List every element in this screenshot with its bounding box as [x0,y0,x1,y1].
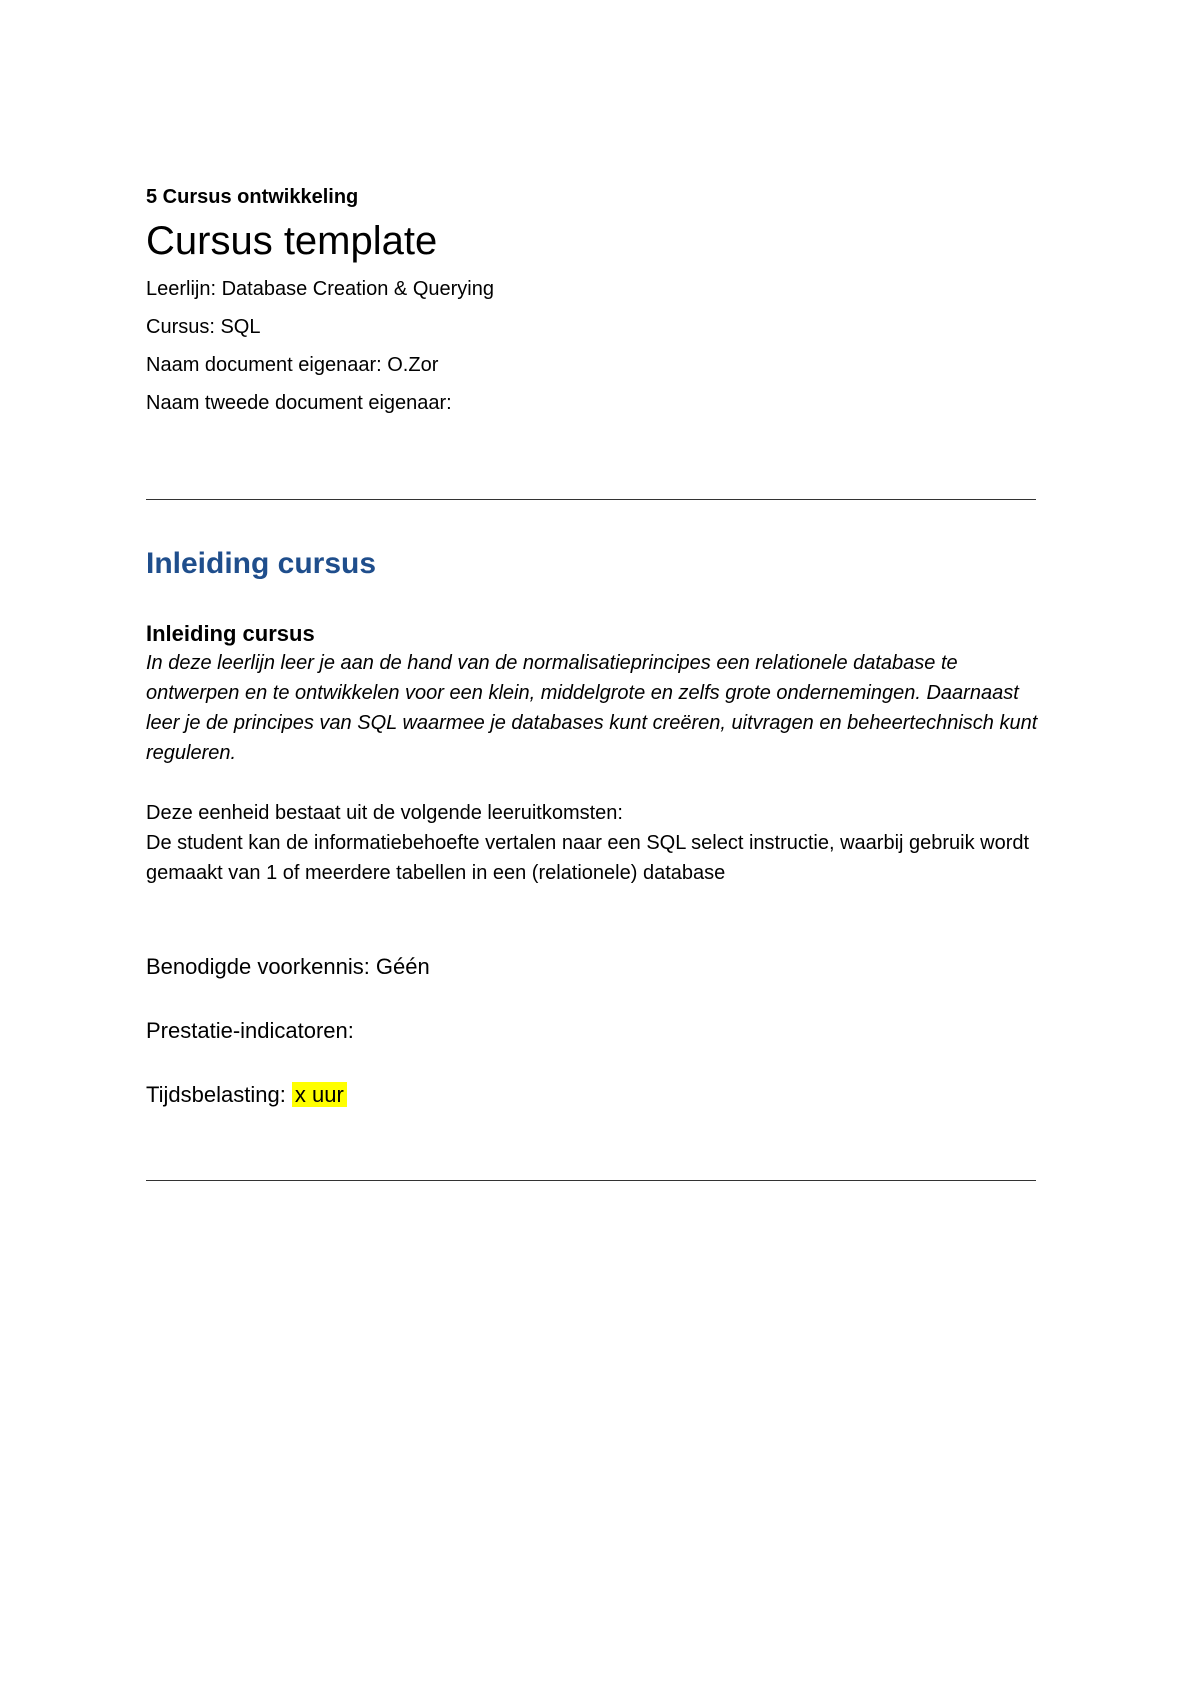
field-indicatoren: Prestatie-indicatoren: [146,1018,354,1043]
field-voorkennis: Benodigde voorkennis: Géén [146,954,430,979]
section-body [146,620,1051,888]
meta-second-owner: Naam tweede document eigenaar: [146,392,452,414]
course-fields [146,950,1036,1142]
document-title: Cursus template [146,219,438,263]
outcomes-label: Deze eenheid bestaat uit de volgende leeruitkomsten: [146,802,623,824]
document-header [146,185,1036,429]
field-tijdsbelasting [146,1078,1036,1112]
outcomes-text: De student kan de informatiebehoefte vertalen naar een SQL select instructie, waarbij gebruik wordt gemaakt van 1 of meerdere tabellen in een (relationele) database [146,832,1030,884]
section-heading: Inleiding cursus [146,547,377,580]
divider-top [146,499,1036,500]
chapter-label: 5 Cursus ontwikkeling [146,186,359,208]
intro-paragraph: In deze leerlijn leer je aan de hand van de normalisatieprincipes een relationele database te ontwerpen en te ontwikkelen voor een klein, middelgrote en zelfs grote ondernemingen. Daarnaast leer je de principes van SQL waarmee je databases kunt creëren, uitvragen en beheertechnisch kunt reguleren. [146,652,1038,764]
meta-leerlijn: Leerlijn: Database Creation & Querying [146,278,494,300]
tijdsbelasting-label: Tijdsbelasting: [146,1082,292,1107]
divider-bottom [146,1180,1036,1181]
meta-cursus: Cursus: SQL [146,316,261,338]
section-subheading: Inleiding cursus [146,621,315,646]
meta-owner: Naam document eigenaar: O.Zor [146,354,439,376]
tijdsbelasting-value: x uur [292,1082,347,1107]
